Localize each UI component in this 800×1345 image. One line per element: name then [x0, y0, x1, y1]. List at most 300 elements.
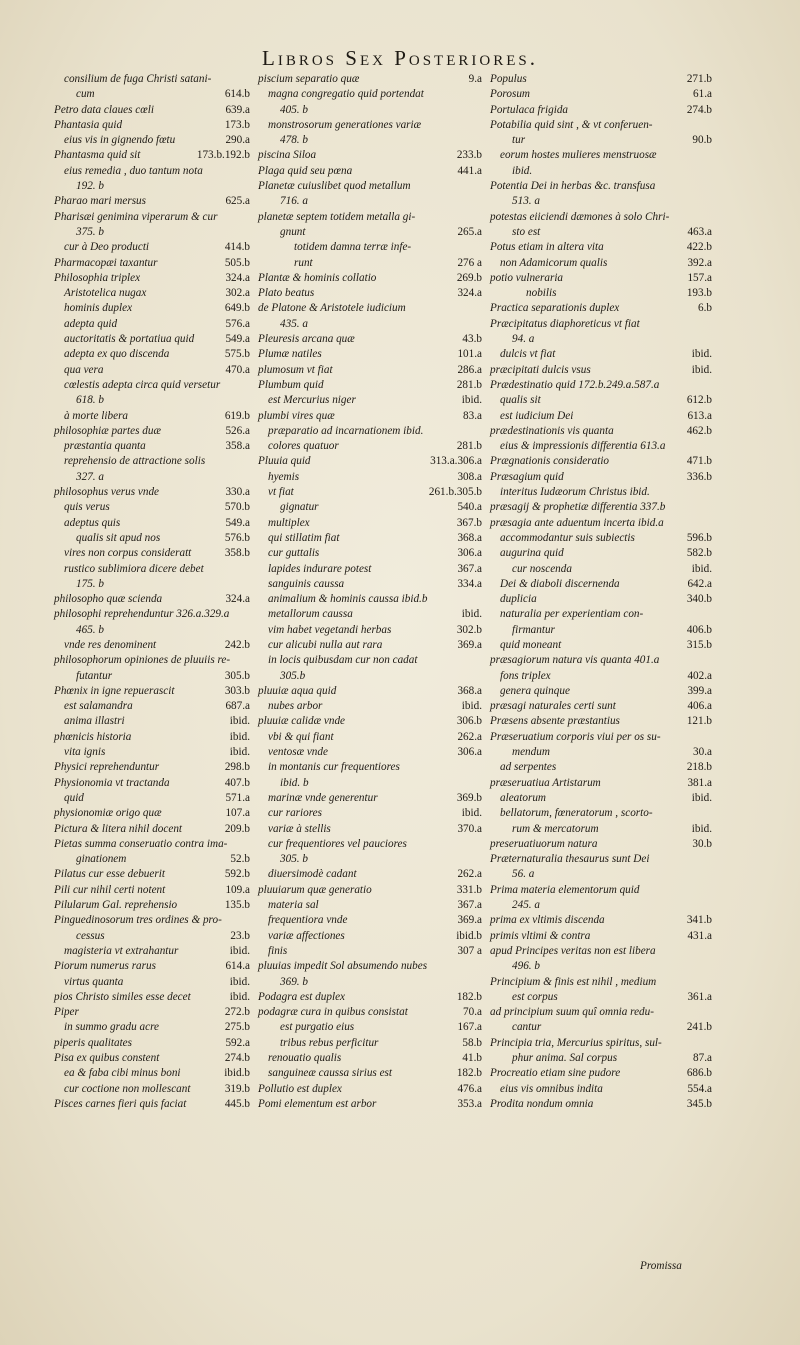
- entry-label: Plato beatus: [258, 287, 315, 300]
- entry-label: Plantæ & hominis collatio: [258, 271, 377, 284]
- entry-label: ibid. b: [280, 776, 309, 789]
- entry-label: Plumbum quid: [258, 378, 324, 391]
- index-entry: [490, 286, 712, 301]
- index-entry: [258, 87, 482, 102]
- index-entry: [258, 454, 482, 469]
- entry-label: adeptus quis: [64, 516, 121, 529]
- index-entry: [490, 699, 712, 714]
- index-entry: [490, 607, 712, 622]
- index-entry: [490, 393, 712, 408]
- entry-page-ref: 302.a: [225, 287, 250, 300]
- entry-label: potio vulneraria: [490, 271, 564, 284]
- index-entry: [54, 898, 250, 913]
- index-entry: [258, 562, 482, 577]
- index-entry: [54, 959, 250, 974]
- entry-label: est corpus: [512, 990, 558, 1003]
- entry-label: auctoritatis & portatiua quid: [64, 333, 195, 346]
- index-entry: [258, 592, 482, 607]
- index-entry: [258, 623, 482, 638]
- index-entry: [258, 714, 482, 729]
- entry-page-ref: 345.b: [686, 1097, 712, 1110]
- entry-label: ad principium suum quî omnia redu-: [490, 1006, 654, 1019]
- entry-page-ref: 262.a: [457, 868, 482, 881]
- entry-page-ref: 540.a: [457, 501, 482, 514]
- index-entry: [258, 699, 482, 714]
- entry-page-ref: 367.a: [457, 899, 482, 912]
- index-entry: [258, 72, 482, 87]
- index-entry: [258, 133, 482, 148]
- entry-label: quis verus: [64, 501, 110, 514]
- entry-label: vim habet vegetandi herbas: [268, 623, 392, 636]
- entry-page-ref: 369.a: [457, 638, 482, 651]
- index-entry: [490, 409, 712, 424]
- entry-label: cur alicubi nulla aut rara: [268, 638, 383, 651]
- entry-page-ref: ibid.: [461, 394, 482, 407]
- entry-label: colores quatuor: [268, 440, 339, 453]
- index-entry: [258, 1005, 482, 1020]
- entry-label: Pilularum Gal. reprehensio: [54, 899, 178, 912]
- index-entry: [490, 944, 712, 959]
- entry-page-ref: 241.b: [686, 1021, 712, 1034]
- entry-label: præsagi naturales certi sunt: [490, 700, 616, 713]
- entry-page-ref: 570.b: [224, 501, 250, 514]
- entry-page-ref: ibid.: [229, 715, 250, 728]
- entry-page-ref: 167.a: [457, 1021, 482, 1034]
- index-entry: [54, 531, 250, 546]
- index-entry: [490, 684, 712, 699]
- index-entry: [54, 1051, 250, 1066]
- entry-page-ref: 182.b: [456, 1067, 482, 1080]
- index-entry: [258, 531, 482, 546]
- entry-page-ref: 87.a: [693, 1052, 712, 1064]
- index-entry: [54, 990, 250, 1005]
- index-entry: [54, 776, 250, 791]
- entry-label: qualis sit apud nos: [76, 531, 161, 544]
- entry-label: preseruatiuorum natura: [490, 837, 598, 850]
- index-entry: [258, 577, 482, 592]
- entry-page-ref: 526.a: [225, 424, 250, 437]
- entry-label: Pluuia quid: [258, 455, 311, 468]
- index-entry: [258, 378, 482, 393]
- entry-label: reprehensio de attractione solis: [64, 455, 206, 468]
- entry-page-ref: 554.a: [687, 1082, 712, 1095]
- index-entry: [490, 592, 712, 607]
- entry-page-ref: 336.b: [686, 470, 712, 483]
- entry-label: primis vltimi & contra: [490, 929, 591, 942]
- entry-label: Potus etiam in altera vita: [490, 241, 604, 254]
- index-entry: [54, 1097, 250, 1112]
- entry-page-ref: 358.b: [224, 547, 250, 560]
- entry-label: Pharao mari mersus: [54, 195, 146, 208]
- index-entry: [490, 852, 712, 867]
- index-entry: [54, 913, 250, 928]
- index-entry: [258, 500, 482, 515]
- entry-label: phœnicis historia: [54, 730, 132, 743]
- entry-page-ref: 639.a: [225, 103, 250, 116]
- entry-page-ref: 441.a: [457, 164, 482, 177]
- entry-label: Planetæ cuiuslibet quod metallum: [258, 180, 411, 193]
- entry-label: nubes arbor: [268, 700, 323, 713]
- entry-label: rum & mercatorum: [512, 822, 599, 835]
- index-entry: [490, 516, 712, 531]
- entry-label: ibid.: [512, 164, 533, 177]
- entry-label: cur coctione non mollescant: [64, 1082, 191, 1095]
- entry-page-ref: 576.b: [224, 531, 250, 544]
- entry-label: præsagia ante aduentum incerta ibid.a: [490, 516, 664, 529]
- index-entry: [54, 592, 250, 607]
- index-entry: [258, 944, 482, 959]
- index-entry: [54, 745, 250, 760]
- entry-label: in summo gradu acre: [64, 1021, 159, 1034]
- index-entry: [490, 822, 712, 837]
- index-entry: [258, 286, 482, 301]
- index-entry: [490, 87, 712, 102]
- entry-page-ref: 101.a: [457, 348, 482, 361]
- entry-label: tur: [512, 134, 526, 147]
- entry-label: in montanis cur frequentiores: [268, 761, 400, 774]
- entry-label: Prædestinatio quid 172.b.249.a.587.a: [490, 378, 660, 391]
- index-entry: [258, 363, 482, 378]
- entry-label: Prægnationis consideratio: [490, 455, 610, 468]
- entry-label: Podagra est duplex: [258, 990, 345, 1003]
- entry-label: metallorum caussa: [268, 608, 353, 621]
- index-entry: [54, 516, 250, 531]
- entry-page-ref: 368.a: [457, 684, 482, 697]
- entry-label: Pisces carnes fieri quis faciat: [54, 1097, 187, 1110]
- entry-label: sto est: [512, 225, 541, 238]
- index-entry: [258, 1020, 482, 1035]
- entry-label: pluuias impedit Sol absumendo nubes: [258, 960, 428, 973]
- entry-page-ref: 281.b: [456, 440, 482, 453]
- entry-page-ref: ibid.: [229, 730, 250, 743]
- entry-page-ref: ibid.: [229, 944, 250, 957]
- index-entry: [258, 271, 482, 286]
- index-entry: [258, 867, 482, 882]
- entry-label: præstantia quanta: [64, 440, 146, 453]
- index-entry: [490, 317, 712, 332]
- entry-label: virtus quanta: [64, 975, 124, 988]
- index-entry: [490, 225, 712, 240]
- entry-page-ref: 306.a: [457, 746, 482, 759]
- entry-page-ref: 274.b: [686, 103, 712, 116]
- entry-label: 513. a: [512, 195, 540, 208]
- entry-page-ref: 182.b: [456, 990, 482, 1003]
- entry-page-ref: ibid.b: [456, 929, 482, 942]
- index-entry: [54, 1020, 250, 1035]
- entry-label: est salamandra: [64, 700, 133, 713]
- index-entry: [490, 959, 712, 974]
- entry-label: Pollutio est duplex: [258, 1082, 342, 1095]
- entry-label: Porosum: [490, 88, 530, 101]
- entry-page-ref: 242.b: [224, 638, 250, 651]
- entry-page-ref: 505.b: [224, 256, 250, 269]
- entry-page-ref: 9.a: [468, 73, 482, 85]
- index-entry: [490, 623, 712, 638]
- index-entry: [54, 439, 250, 454]
- index-entry: [490, 72, 712, 87]
- entry-label: philosophus verus vnde: [54, 486, 160, 499]
- entry-page-ref: 276 a: [457, 256, 482, 269]
- entry-label: lapides indurare potest: [268, 562, 372, 575]
- entry-page-ref: 549.a: [225, 516, 250, 529]
- entry-label: à morte libera: [64, 409, 129, 422]
- index-entry: [258, 546, 482, 561]
- entry-label: cessus: [76, 929, 105, 942]
- entry-page-ref: 157.a: [687, 271, 712, 284]
- entry-label: Phantasia quid: [54, 118, 123, 131]
- index-entry: [258, 791, 482, 806]
- index-entry: [490, 913, 712, 928]
- entry-label: bellatorum, fœneratorum , scorto-: [500, 807, 653, 820]
- index-entry: [54, 837, 250, 852]
- entry-label: piperis qualitates: [54, 1036, 133, 1049]
- index-entry: [54, 225, 250, 240]
- index-entry: [258, 959, 482, 974]
- entry-page-ref: 431.a: [687, 929, 712, 942]
- index-entry: [258, 883, 482, 898]
- entry-page-ref: ibid.b: [224, 1067, 250, 1080]
- entry-page-ref: 290.a: [225, 134, 250, 147]
- entry-page-ref: 107.a: [225, 807, 250, 820]
- index-entry: [54, 210, 250, 225]
- index-entry: [490, 103, 712, 118]
- entry-label: totidem damna terræ infe-: [294, 241, 412, 254]
- entry-label: Physionomia vt tractanda: [54, 776, 170, 789]
- entry-label: magisteria vt extrahantur: [64, 944, 179, 957]
- index-entry: [258, 179, 482, 194]
- entry-page-ref: ibid.: [229, 990, 250, 1003]
- entry-label: cantur: [512, 1021, 542, 1034]
- entry-page-ref: 463.a: [687, 225, 712, 238]
- index-entry: [490, 714, 712, 729]
- entry-page-ref: 549.a: [225, 333, 250, 346]
- entry-label: 618. b: [76, 394, 104, 407]
- index-entry: [54, 1036, 250, 1051]
- index-entry: [258, 1036, 482, 1051]
- index-entry: [54, 760, 250, 775]
- index-entry: [490, 500, 712, 515]
- index-entry: [258, 164, 482, 179]
- index-entry: [258, 730, 482, 745]
- index-entry: [258, 210, 482, 225]
- entry-page-ref: 367.a: [457, 562, 482, 575]
- entry-label: naturalia per experientiam con-: [500, 608, 644, 621]
- entry-page-ref: 582.b: [686, 547, 712, 560]
- index-entry: [490, 363, 712, 378]
- entry-page-ref: 406.a: [687, 700, 712, 713]
- entry-page-ref: 649.b: [224, 302, 250, 315]
- index-entry: [54, 1005, 250, 1020]
- index-entry: [258, 975, 482, 990]
- index-entry: [258, 393, 482, 408]
- entry-page-ref: 367.b: [456, 516, 482, 529]
- index-entry: [490, 806, 712, 821]
- entry-label: Plaga quid seu pœna: [258, 164, 353, 177]
- index-entry: [258, 990, 482, 1005]
- entry-page-ref: 298.b: [224, 761, 250, 774]
- entry-label: apud Principes veritas non est libera: [490, 944, 656, 957]
- index-entry: [54, 332, 250, 347]
- entry-label: Pili cur nihil certi notent: [54, 883, 166, 896]
- index-entry: [490, 271, 712, 286]
- entry-label: Portulaca frigida: [490, 103, 569, 116]
- index-entry: [258, 1051, 482, 1066]
- index-entry: [54, 867, 250, 882]
- entry-label: 405. b: [280, 103, 308, 116]
- entry-page-ref: 83.a: [463, 409, 482, 422]
- index-entry: [490, 791, 712, 806]
- index-entry: [54, 577, 250, 592]
- index-entry: [54, 240, 250, 255]
- entry-page-ref: 476.a: [457, 1082, 482, 1095]
- entry-page-ref: 330.a: [225, 486, 250, 499]
- entry-page-ref: 324.a: [225, 271, 250, 284]
- index-entry: [490, 883, 712, 898]
- entry-page-ref: 90.b: [692, 134, 712, 147]
- index-entry: [54, 378, 250, 393]
- entry-label: Pisa ex quibus constent: [54, 1052, 160, 1064]
- index-entry: [490, 194, 712, 209]
- entry-label: plumbi vires quæ: [258, 409, 335, 422]
- entry-label: plumosum vt fiat: [258, 363, 333, 376]
- entry-label: Piper: [54, 1006, 79, 1019]
- index-entry: [258, 240, 482, 255]
- entry-page-ref: 58.b: [462, 1036, 482, 1049]
- entry-page-ref: 361.a: [687, 990, 712, 1003]
- index-entry: [54, 271, 250, 286]
- index-entry: [54, 607, 250, 622]
- index-entry: [490, 745, 712, 760]
- index-entry: [490, 562, 712, 577]
- entry-page-ref: 370.a: [457, 822, 482, 835]
- entry-page-ref: 575.b: [224, 348, 250, 361]
- index-entry: [490, 118, 712, 133]
- entry-label: gnunt: [280, 225, 306, 238]
- entry-label: Præseruatium corporis viui per os su-: [490, 730, 661, 743]
- index-entry: [258, 806, 482, 821]
- entry-page-ref: 6.b: [698, 302, 712, 315]
- entry-label: eorum hostes mulieres menstruosæ: [500, 149, 657, 162]
- index-entry: [258, 256, 482, 271]
- entry-page-ref: 30.a: [693, 746, 712, 759]
- index-entry: [258, 103, 482, 118]
- index-entry: [54, 653, 250, 668]
- index-entry: [54, 87, 250, 102]
- entry-label: nobilis: [526, 287, 557, 300]
- index-column-3: [490, 72, 712, 1112]
- entry-label: præseruatiua Artistarum: [490, 776, 601, 789]
- entry-page-ref: 209.b: [224, 822, 250, 835]
- entry-label: 56. a: [512, 868, 535, 881]
- entry-label: hominis duplex: [64, 302, 133, 315]
- entry-label: vires non corpus consideratt: [64, 547, 192, 560]
- entry-label: Potabilia quid sint , & vt conferuen-: [490, 118, 653, 131]
- index-entry: [490, 1036, 712, 1051]
- entry-page-ref: 308.a: [457, 470, 482, 483]
- entry-label: præparatio ad incarnationem ibid.: [268, 424, 424, 437]
- entry-label: vita ignis: [64, 746, 106, 759]
- index-entry: [54, 669, 250, 684]
- entry-label: Procreatio etiam sine pudore: [490, 1067, 621, 1080]
- index-entry: [490, 454, 712, 469]
- entry-label: tribus rebus perficitur: [280, 1036, 379, 1049]
- index-entry: [258, 837, 482, 852]
- index-entry: [54, 409, 250, 424]
- entry-page-ref: 406.b: [686, 623, 712, 636]
- index-entry: [54, 623, 250, 638]
- index-entry: [490, 546, 712, 561]
- entry-label: eius & impressionis differentia 613.a: [500, 440, 666, 453]
- index-entry: [258, 1066, 482, 1081]
- entry-page-ref: 286.a: [457, 363, 482, 376]
- entry-page-ref: ibid.: [691, 791, 712, 804]
- index-entry: [54, 393, 250, 408]
- entry-page-ref: 368.a: [457, 531, 482, 544]
- index-entry: [490, 776, 712, 791]
- entry-label: renouatio qualis: [268, 1052, 342, 1064]
- entry-label: ginationem: [76, 853, 127, 866]
- index-entry: [490, 1066, 712, 1081]
- entry-page-ref: 613.a: [687, 409, 712, 422]
- entry-page-ref: 218.b: [686, 761, 712, 774]
- index-entry: [490, 1005, 712, 1020]
- entry-page-ref: 571.a: [225, 791, 250, 804]
- entry-page-ref: 358.a: [225, 440, 250, 453]
- entry-label: ad serpentes: [500, 761, 557, 774]
- entry-label: augurina quid: [500, 547, 564, 560]
- index-entry: [490, 148, 712, 163]
- index-entry: [54, 944, 250, 959]
- index-entry: [54, 454, 250, 469]
- index-entry: [490, 347, 712, 362]
- index-entry: [54, 806, 250, 821]
- index-entry: [54, 791, 250, 806]
- entry-label: variæ à stellis: [268, 822, 331, 835]
- index-entry: [258, 684, 482, 699]
- entry-page-ref: ibid.: [461, 700, 482, 713]
- entry-label: multiplex: [268, 516, 310, 529]
- index-entry: [490, 164, 712, 179]
- index-entry: [54, 822, 250, 837]
- entry-label: phur anima. Sal corpus: [512, 1052, 618, 1064]
- entry-page-ref: 272.b: [224, 1006, 250, 1019]
- index-entry: [54, 883, 250, 898]
- catchword: Promissa: [640, 1260, 682, 1272]
- entry-page-ref: 445.b: [224, 1097, 250, 1110]
- entry-page-ref: 271.b: [686, 73, 712, 85]
- index-entry: [490, 638, 712, 653]
- entry-page-ref: 265.a: [457, 225, 482, 238]
- entry-label: podagræ cura in quibus consistat: [258, 1006, 408, 1019]
- index-entry: [490, 1082, 712, 1097]
- entry-label: 192. b: [76, 180, 104, 193]
- index-entry: [490, 133, 712, 148]
- entry-label: cur guttalis: [268, 547, 320, 560]
- index-column-1: [54, 72, 250, 1112]
- entry-label: pluuiarum quæ generatio: [258, 883, 372, 896]
- index-entry: [490, 424, 712, 439]
- entry-page-ref: 302.b: [456, 623, 482, 636]
- index-entry: [258, 424, 482, 439]
- entry-page-ref: 306.b: [456, 715, 482, 728]
- index-entry: [490, 332, 712, 347]
- entry-label: genera quinque: [500, 684, 570, 697]
- entry-label: vnde res denominent: [64, 638, 157, 651]
- entry-label: anima illastri: [64, 715, 125, 728]
- entry-page-ref: 369.b: [456, 791, 482, 804]
- index-entry: [258, 317, 482, 332]
- entry-label: philosophiæ partes duæ: [54, 424, 161, 437]
